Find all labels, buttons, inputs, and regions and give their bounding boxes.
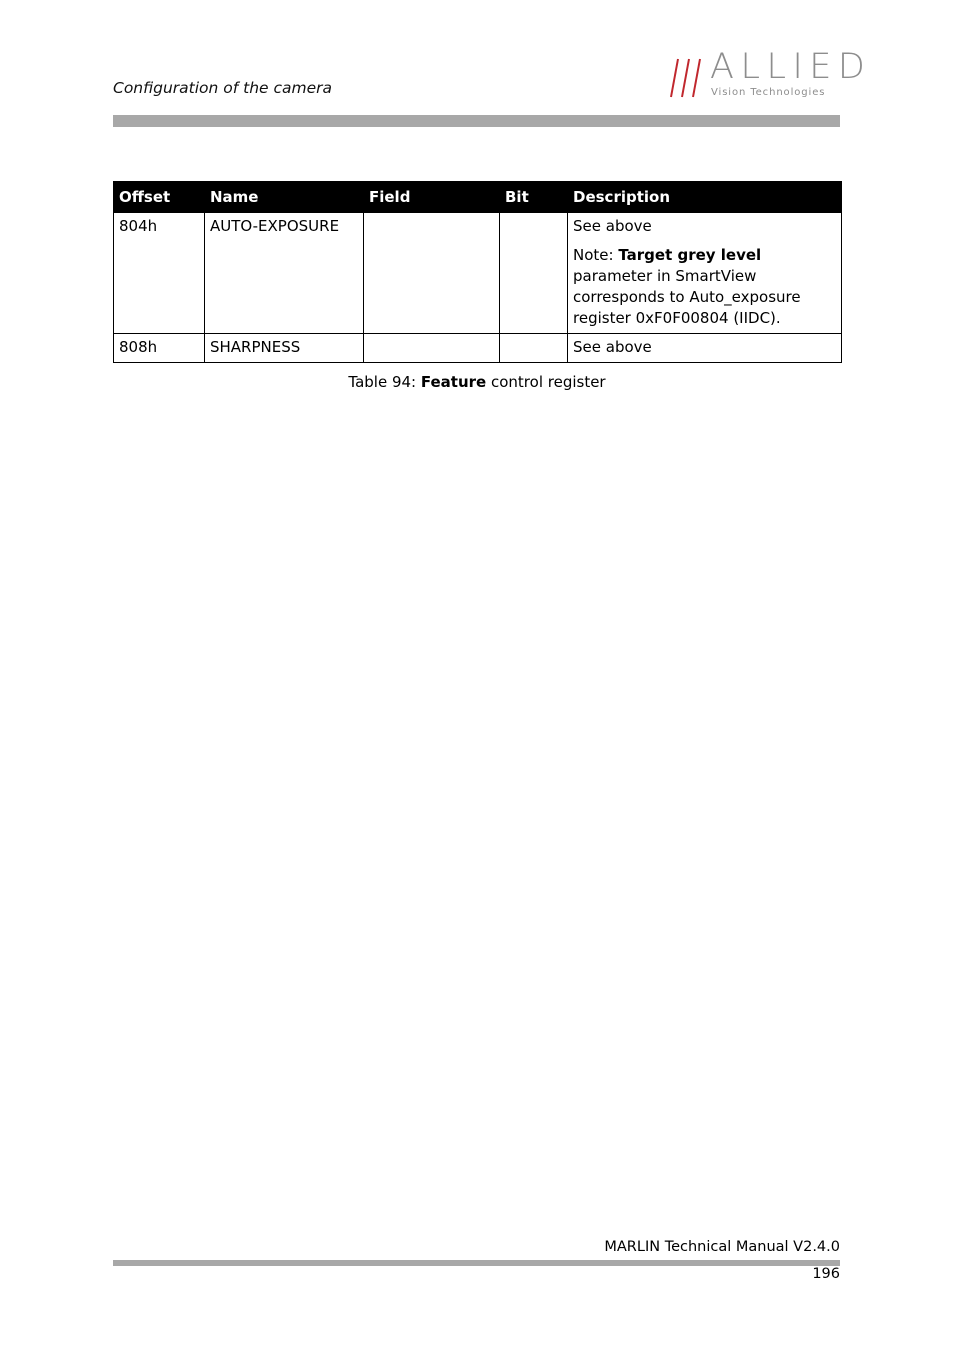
note-prefix: Note: — [573, 246, 619, 264]
footer-manual-title: MARLIN Technical Manual V2.4.0 — [604, 1239, 840, 1255]
column-header-offset: Offset — [114, 182, 205, 213]
description-note — [573, 245, 836, 329]
table-row — [114, 334, 842, 363]
table-row — [114, 213, 842, 334]
cell-field — [364, 213, 500, 334]
cell-bit — [500, 213, 568, 334]
cell-field — [364, 334, 500, 363]
cell-offset: 804h — [114, 213, 205, 334]
caption-bold: Feature — [420, 373, 487, 391]
caption-suffix: control register — [486, 373, 606, 391]
table-header-row — [114, 182, 842, 213]
column-header-field: Field — [364, 182, 500, 213]
footer-divider-bar — [113, 1260, 840, 1266]
note-bold-term: Target grey level — [618, 246, 762, 264]
allied-logo — [668, 47, 872, 102]
logo-subtitle: Vision Technologies — [711, 87, 826, 98]
note-text: parameter in SmartView corresponds to Auto_exposure register 0xF0F00804 (IIDC). — [573, 267, 801, 327]
section-title: Configuration of the camera — [113, 79, 333, 97]
header-divider-bar — [113, 115, 840, 127]
column-header-name: Name — [205, 182, 364, 213]
table-caption — [0, 373, 954, 391]
page-number: 196 — [812, 1266, 840, 1282]
column-header-description: Description — [568, 182, 842, 213]
caption-prefix: Table 94: — [348, 373, 421, 391]
cell-name: SHARPNESS — [205, 334, 364, 363]
cell-description — [568, 334, 842, 363]
cell-offset: 808h — [114, 334, 205, 363]
description-line: See above — [573, 338, 652, 356]
cell-description — [568, 213, 842, 334]
column-header-bit: Bit — [500, 182, 568, 213]
description-line: See above — [573, 217, 652, 235]
logo-word: ALLIED — [710, 47, 872, 87]
logo-slashes-icon — [668, 56, 710, 98]
feature-control-register-table — [113, 181, 842, 363]
cell-name: AUTO-EXPOSURE — [205, 213, 364, 334]
cell-bit — [500, 334, 568, 363]
